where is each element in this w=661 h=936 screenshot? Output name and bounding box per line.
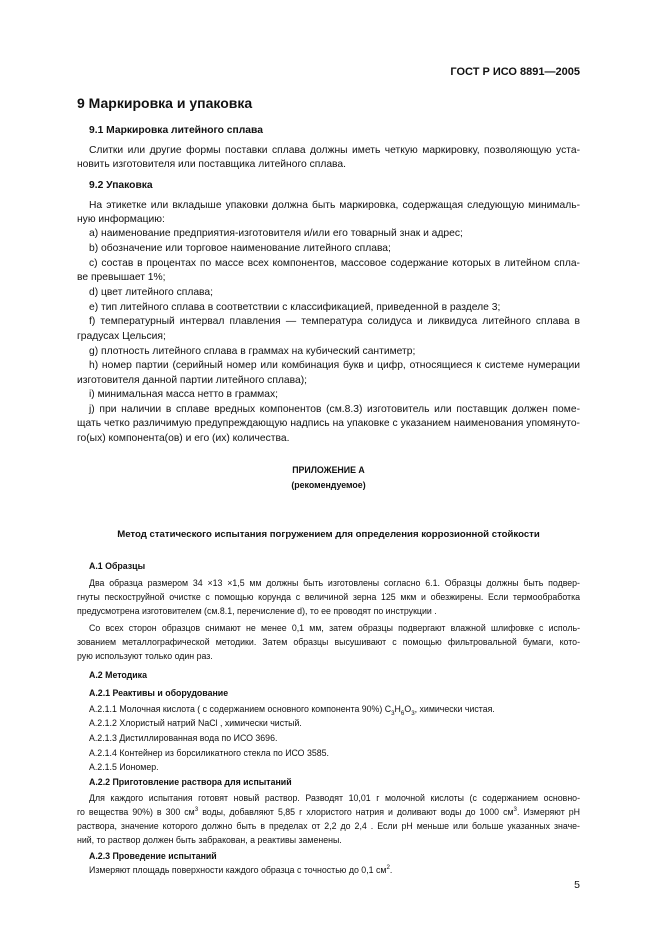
list-item: h) номер партии (серийный номер или комбинация букв и цифр, относящиеся к системе нумерации [89, 360, 580, 371]
paragraph-line: новить изготовителя или поставщика литейного сплава. [77, 159, 346, 170]
paragraph-line: гнуты пескоструйной очистке с помощью корунда с величиной зерна 125 мкм и обезжирены. Если термообработка [77, 592, 580, 602]
subsection-heading: А.2.2 Приготовление раствора для испытаний [89, 777, 292, 787]
section-heading: 9 Маркировка и упаковка [77, 95, 253, 111]
list-item: d) цвет литейного сплава; [89, 287, 213, 298]
superscript: 3 [513, 806, 517, 814]
list-item: а) наименование предприятия-изготовителя и/или его товарный знак и адрес; [89, 228, 463, 239]
formula-part: O [404, 704, 412, 714]
list-item: А.2.1.2 Хлористый натрий NaCl , химически чистый. [89, 718, 302, 728]
subsection-heading: А.1 Образцы [89, 561, 146, 571]
subsection-heading: 9.1 Маркировка литейного сплава [89, 125, 263, 136]
paragraph-line [89, 864, 580, 877]
text: го вещества 90%) в 300 см [77, 807, 195, 817]
item-text: А.2.1.1 Молочная кислота ( с содержанием основного компонента 90%) C [89, 704, 392, 714]
list-item: А.2.1.5 Иономер. [89, 762, 159, 772]
appendix-title: Метод статического испытания погружением для определения коррозионной стойкости [117, 529, 540, 540]
text: . [389, 865, 393, 875]
paragraph-line: Слитки или другие формы поставки сплава должны иметь четкую маркировку, позволяющую уста- [89, 145, 580, 156]
formula-part: H [394, 704, 401, 714]
paragraph-line: предусмотрена изготовителем (см.8.1, перечисление d), то ее проводят по инструкции . [77, 606, 437, 616]
subsection-heading: А.2.1 Реактивы и оборудование [89, 688, 229, 698]
list-item: j) при наличии в сплаве вредных компонентов (см.8.3) изготовитель или поставщик должен поме- [89, 404, 580, 415]
paragraph-line: На этикетке или вкладыше упаковки должна быть маркировка, содержащая следующую минималь- [89, 200, 580, 211]
list-item: e) тип литейного сплава в соответствии с классификацией, приведенной в разделе 3; [89, 302, 501, 313]
subsection-heading: 9.2 Упаковка [89, 180, 153, 191]
paragraph-line: зованием металлографической методики. Затем образцы высушивают с помощью фильтровальной бумаги, кото- [77, 637, 580, 647]
paragraph-line: рую используют только один раз. [77, 651, 213, 661]
text: Измеряют площадь поверхности каждого образца с точностью до 0,1 см [89, 865, 387, 875]
subsection-heading: А.2 Методика [89, 670, 147, 680]
paragraph-line: ве превышает 1%; [77, 272, 166, 283]
subscript: 3 [411, 709, 415, 717]
item-text: , химически чистая. [414, 704, 495, 714]
paragraph-line [77, 806, 580, 819]
subscript: 6 [400, 709, 405, 717]
paragraph-line: Два образца размером 34 ×13 ×1,5 мм должны быть изготовлены согласно 6.1. Образцы должны быть подвер- [89, 578, 580, 588]
subscript: 3 [391, 709, 395, 717]
appendix-label: ПРИЛОЖЕНИЕ А [292, 465, 365, 475]
paragraph-line: го(ых) компонента(ов) и его (их) количества. [77, 433, 290, 444]
paragraph-line: ний, то раствор должен быть забракован, а реактивы заменены. [77, 835, 342, 845]
superscript: 2 [386, 864, 390, 872]
paragraph-line: щать четко различимую предупреждающую надпись на упаковке с указанием наименования упомянуто- [77, 418, 580, 429]
list-item: А.2.1.3 Дистиллированная вода по ИСО 3696. [89, 733, 278, 743]
document-id: ГОСТ Р ИСО 8891—2005 [450, 66, 580, 78]
paragraph-line: Со всех сторон образцов снимают не менее 0,1 мм, затем образцы подвергают влажной шлифовке с исполь- [89, 623, 580, 633]
text: . Измеряют pH [516, 807, 580, 817]
text: воды, добавляют 5,85 г хлористого натрия и доливают воды до 1000 см [198, 807, 514, 817]
list-item: c) состав в процентах по массе всех компонентов, массовое содержание которых в литейном спла- [89, 258, 580, 269]
list-item: А.2.1.4 Контейнер из борсиликатного стекла по ИСО 3585. [89, 748, 329, 758]
paragraph-line: раствора, значение которого должно быть в пределах от 2,2 до 2,4 . Если pH меньше или больше указанных значе- [77, 821, 580, 831]
list-item: f) температурный интервал плавления — температура солидуса и ликвидуса литейного сплава в [89, 316, 580, 327]
list-item: b) обозначение или торговое наименование литейного сплава; [89, 243, 391, 254]
appendix-status: (рекомендуемое) [291, 480, 366, 490]
list-item: i) минимальная масса нетто в граммах; [89, 389, 278, 400]
paragraph-line: градусах Цельсия; [77, 331, 166, 342]
paragraph-line: изготовителя данной партии литейного сплава); [77, 375, 308, 386]
list-item [89, 703, 580, 716]
paragraph-line: ную информацию: [77, 214, 165, 225]
page-number: 5 [574, 879, 580, 891]
list-item: g) плотность литейного сплава в граммах на кубический сантиметр; [89, 346, 416, 357]
paragraph-line: Для каждого испытания готовят новый раствор. Разводят 10,01 г молочной кислоты (с содержанием основно- [89, 793, 580, 803]
subsection-heading: А.2.3 Проведение испытаний [89, 851, 217, 861]
superscript: 3 [194, 806, 199, 814]
